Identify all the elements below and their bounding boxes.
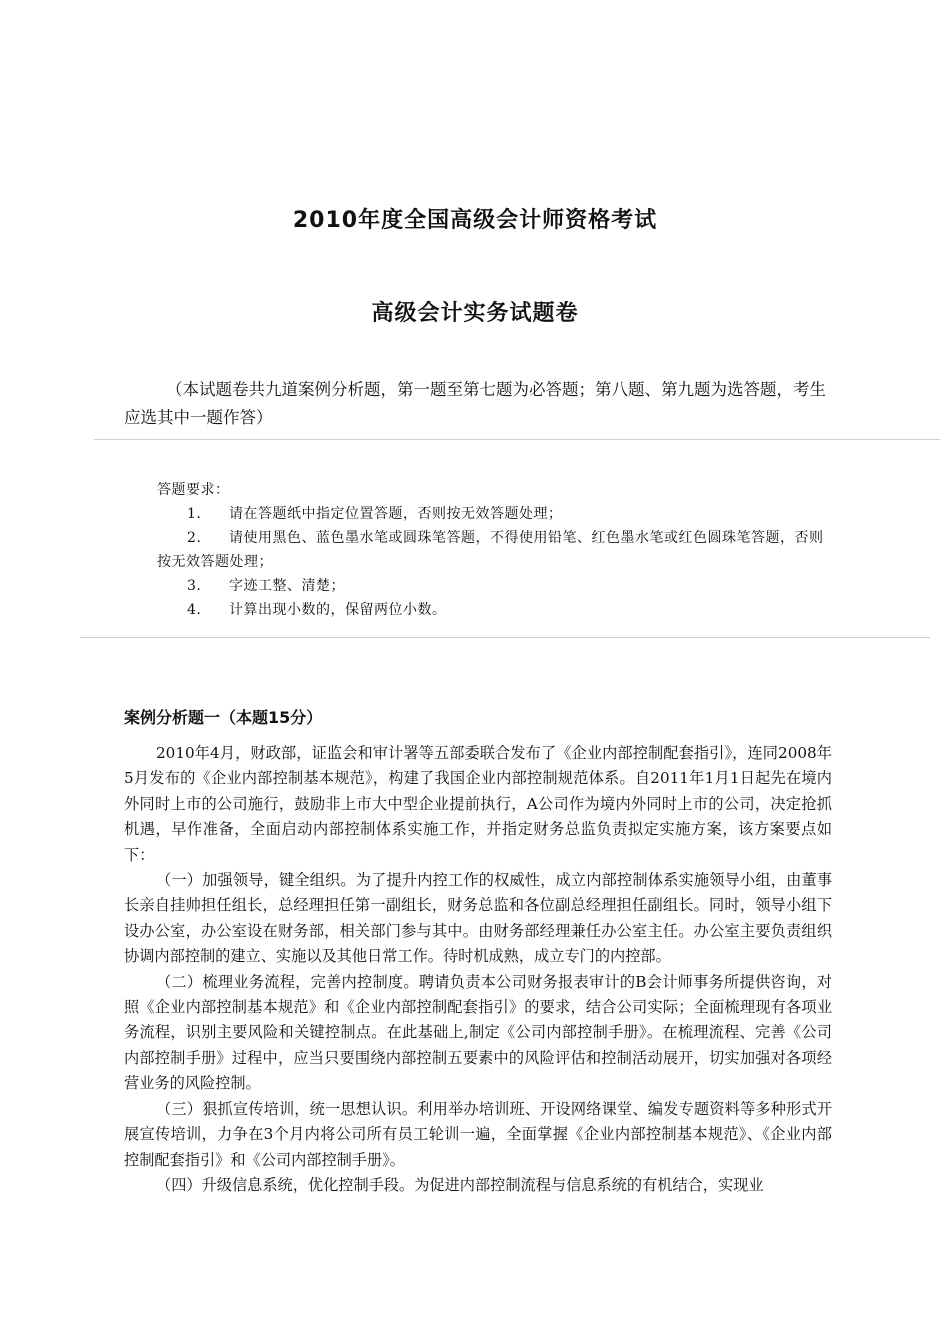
requirement-text: 字迹工整、清楚； <box>229 578 345 594</box>
case-paragraph: （二）梳理业务流程，完善内控制度。聘请负责本公司财务报表审计的B会计师事务所提供咨询，对照《企业内部控制基本规范》和《企业内部控制配套指引》的要求，结合公司实际；全面梳理现有各项业务流程，识别主要风险和关键控制点。在此基础上,制定《公司内部控制手册》。在梳理流程、完善《公司内部控制手册》过程中，应当只要围绕内部控制五要素中的风险评估和控制活动展开，切实加强对各项经营业务的风险控制。 <box>124 972 832 1093</box>
case-title: 案例分析题一（本题15分） <box>124 708 323 727</box>
case-body <box>124 741 832 1198</box>
requirement-number: 1. <box>187 506 202 522</box>
answer-requirements <box>157 478 837 622</box>
divider-top <box>94 439 940 440</box>
requirement-item <box>157 526 837 574</box>
paper-title: 高级会计实务试题卷 <box>371 301 579 326</box>
requirement-text: 计算出现小数的，保留两位小数。 <box>229 602 447 618</box>
requirement-number: 4. <box>187 602 202 618</box>
requirement-item <box>157 502 837 526</box>
case-paragraph: （一）加强领导，键全组织。为了提升内控工作的权威性，成立内部控制体系实施领导小组，由董事长亲自挂帅担任组长，总经理担任第一副组长，财务总监和各位副总经理担任副组长。同时，领导小组下设办公室，办公室设在财务部，相关部门参与其中。由财务部经理兼任办公室主任。办公室主要负责组织协调内部控制的建立、实施以及其他日常工作。待时机成熟，成立专门的内控部。 <box>124 871 832 966</box>
requirement-number: 2. <box>187 530 202 546</box>
divider-bottom <box>80 637 930 638</box>
exam-title: 2010年度全国高级会计师资格考试 <box>292 208 658 233</box>
requirement-item <box>157 574 837 598</box>
case-paragraph: （三）狠抓宣传培训，统一思想认识。利用举办培训班、开设网络课堂、编发专题资料等多种形式开展宣传培训，力争在3个月内将公司所有员工轮训一遍，全面掌握《企业内部控制基本规范》、《企业内部控制配套指引》和《公司内部控制手册》。 <box>124 1099 832 1169</box>
exam-note: （本试题卷共九道案例分析题，第一题至第七题为必答题；第八题、第九题为选答题，考生应选其中一题作答） <box>124 380 826 427</box>
requirement-text: 请在答题纸中指定位置答题，否则按无效答题处理； <box>229 506 563 522</box>
requirements-heading: 答题要求： <box>157 482 230 498</box>
requirement-item <box>157 598 837 622</box>
requirement-text: 请使用黑色、蓝色墨水笔或圆珠笔答题，不得使用铅笔、红色墨水笔或红色圆珠笔答题，否则按无效答题处理； <box>157 530 824 570</box>
case-paragraph: （四）升级信息系统，优化控制手段。为促进内部控制流程与信息系统的有机结合，实现业 <box>156 1175 764 1194</box>
requirement-number: 3. <box>187 578 202 594</box>
case-paragraph: 2010年4月，财政部，证监会和审计署等五部委联合发布了《企业内部控制配套指引》，连同2008年5月发布的《企业内部控制基本规范》，构建了我国企业内部控制规范体系。自2011年1月1日起先在境内外同时上市的公司施行，鼓励非上市大中型企业提前执行，A公司作为境内外同时上市的公司，决定抢抓机遇，早作准备，全面启动内部控制体系实施工作，并指定财务总监负责拟定实施方案，该方案要点如下： <box>124 744 832 864</box>
